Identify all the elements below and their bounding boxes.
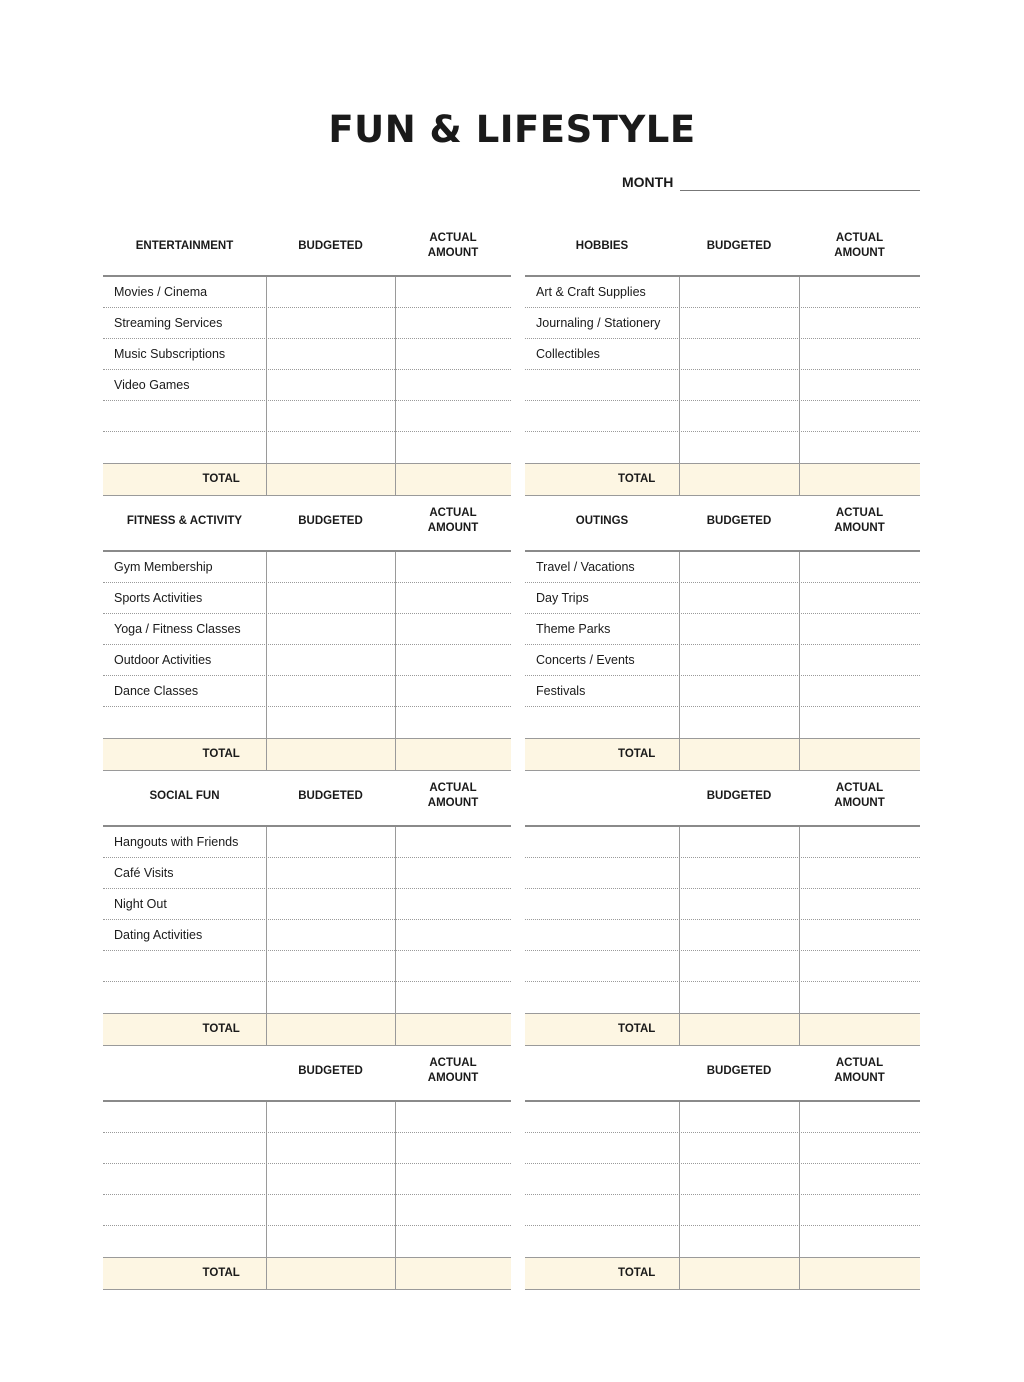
budget-table [103, 217, 511, 496]
row-label: Sports Activities [114, 591, 203, 605]
actual-heading-line1: ACTUAL [429, 507, 477, 519]
column-divider [799, 277, 800, 496]
table-row[interactable] [103, 827, 511, 858]
actual-heading-line1: ACTUAL [835, 507, 884, 519]
table-row[interactable] [103, 982, 511, 1013]
table-header [525, 1042, 920, 1102]
actual-amount-heading [799, 767, 920, 825]
table-row[interactable] [525, 707, 920, 738]
budget-table [103, 492, 511, 771]
table-row[interactable] [525, 401, 920, 432]
actual-amount-heading [799, 492, 920, 550]
budgeted-heading: BUDGETED [298, 514, 363, 527]
table-row[interactable] [103, 645, 511, 676]
row-label: Café Visits [114, 866, 174, 880]
actual-heading-line1: ACTUAL [429, 1057, 477, 1069]
actual-amount-heading [395, 767, 511, 825]
table-row[interactable] [525, 1164, 920, 1195]
table-row[interactable] [103, 707, 511, 738]
table-header [103, 492, 511, 552]
table-row[interactable] [103, 1133, 511, 1164]
row-label: Art & Craft Supplies [536, 285, 646, 299]
table-row[interactable] [103, 614, 511, 645]
budgeted-heading: BUDGETED [298, 789, 363, 802]
table-row[interactable] [525, 552, 920, 583]
total-label: TOTAL [618, 1023, 656, 1035]
total-row[interactable] [103, 1257, 511, 1290]
actual-heading-line2: AMOUNT [834, 247, 885, 259]
table-row[interactable] [525, 614, 920, 645]
table-row[interactable] [103, 676, 511, 707]
table-row[interactable] [525, 676, 920, 707]
actual-heading-line1: ACTUAL [835, 232, 884, 244]
category-heading: ENTERTAINMENT [135, 239, 234, 252]
page-title: FUN & LIFESTYLE [328, 108, 696, 151]
budget-table [525, 217, 920, 496]
row-label: Hangouts with Friends [114, 835, 239, 849]
table-row[interactable] [525, 920, 920, 951]
column-divider [395, 552, 396, 771]
actual-amount-heading [799, 1042, 920, 1100]
column-divider [266, 1102, 267, 1290]
column-divider [799, 1102, 800, 1290]
row-label: Dance Classes [114, 684, 199, 698]
table-row[interactable] [525, 432, 920, 463]
budget-table [103, 1042, 511, 1290]
column-divider [266, 827, 267, 1046]
row-label: Movies / Cinema [114, 285, 208, 299]
table-row[interactable] [103, 1195, 511, 1226]
row-label: Day Trips [536, 591, 589, 605]
total-label: TOTAL [202, 748, 240, 760]
table-row[interactable] [525, 645, 920, 676]
row-label: Gym Membership [114, 560, 213, 574]
total-label: TOTAL [618, 473, 656, 485]
table-row[interactable] [525, 1102, 920, 1133]
actual-amount-heading [395, 1042, 511, 1100]
table-row[interactable] [525, 858, 920, 889]
table-row[interactable] [525, 277, 920, 308]
actual-heading-line2: AMOUNT [834, 797, 885, 809]
budget-table [525, 492, 920, 771]
actual-heading-line2: AMOUNT [834, 1072, 885, 1084]
row-label: Outdoor Activities [114, 653, 212, 667]
row-label: Video Games [114, 378, 190, 392]
column-divider [799, 827, 800, 1046]
table-row[interactable] [525, 982, 920, 1013]
row-label: Concerts / Events [536, 653, 635, 667]
table-row[interactable] [103, 1226, 511, 1257]
actual-heading-line1: ACTUAL [429, 782, 477, 794]
budgeted-heading: BUDGETED [706, 514, 772, 527]
category-heading [525, 767, 679, 825]
budgeted-heading: BUDGETED [298, 239, 363, 252]
row-label: Theme Parks [536, 622, 611, 636]
total-label: TOTAL [202, 473, 240, 485]
table-row[interactable] [103, 889, 511, 920]
table-row[interactable] [525, 583, 920, 614]
actual-heading-line1: ACTUAL [835, 1057, 884, 1069]
table-header [525, 492, 920, 552]
table-row[interactable] [103, 858, 511, 889]
row-label: Streaming Services [114, 316, 223, 330]
row-label: Dating Activities [114, 928, 203, 942]
table-row[interactable] [103, 920, 511, 951]
table-header [103, 217, 511, 277]
column-divider [679, 1102, 680, 1290]
table-row[interactable] [525, 370, 920, 401]
actual-heading-line1: ACTUAL [835, 782, 884, 794]
actual-heading-line2: AMOUNT [427, 247, 479, 259]
table-row[interactable] [103, 401, 511, 432]
budgeted-heading: BUDGETED [706, 789, 772, 802]
table-row[interactable] [525, 1195, 920, 1226]
row-label: Travel / Vacations [536, 560, 635, 574]
budget-table [103, 767, 511, 1046]
row-label: Music Subscriptions [114, 347, 226, 361]
row-label: Festivals [536, 684, 586, 698]
category-heading: SOCIAL FUN [149, 789, 220, 802]
actual-heading-line2: AMOUNT [427, 797, 479, 809]
column-divider [395, 277, 396, 496]
column-divider [395, 1102, 396, 1290]
actual-heading-line1: ACTUAL [429, 232, 477, 244]
table-row[interactable] [525, 1226, 920, 1257]
table-row[interactable] [103, 308, 511, 339]
row-label: Night Out [114, 897, 167, 911]
table-row[interactable] [103, 951, 511, 982]
actual-heading-line2: AMOUNT [427, 1072, 479, 1084]
actual-amount-heading [395, 217, 511, 275]
budget-table [525, 767, 920, 1046]
row-label: Collectibles [536, 347, 600, 361]
table-row[interactable] [525, 827, 920, 858]
table-row[interactable] [525, 339, 920, 370]
table-row[interactable] [103, 552, 511, 583]
table-row[interactable] [103, 370, 511, 401]
column-divider [395, 827, 396, 1046]
table-header [525, 217, 920, 277]
category-heading: HOBBIES [575, 239, 629, 252]
category-heading: FITNESS & ACTIVITY [126, 514, 243, 527]
actual-heading-line2: AMOUNT [427, 522, 479, 534]
column-divider [799, 552, 800, 771]
table-row[interactable] [103, 432, 511, 463]
table-row[interactable] [103, 1102, 511, 1133]
budgeted-heading: BUDGETED [706, 239, 772, 252]
column-divider [266, 552, 267, 771]
total-label: TOTAL [202, 1267, 240, 1279]
actual-amount-heading [395, 492, 511, 550]
actual-heading-line2: AMOUNT [834, 522, 885, 534]
column-divider [266, 277, 267, 496]
total-label: TOTAL [618, 748, 656, 760]
month-input-line[interactable] [680, 190, 920, 191]
total-label: TOTAL [618, 1267, 656, 1279]
total-row[interactable] [525, 1257, 920, 1290]
category-heading: OUTINGS [575, 514, 629, 527]
row-label: Journaling / Stationery [536, 316, 661, 330]
table-row[interactable] [103, 583, 511, 614]
table-row[interactable] [103, 277, 511, 308]
table-header [525, 767, 920, 827]
table-row[interactable] [525, 889, 920, 920]
table-row[interactable] [103, 1164, 511, 1195]
budget-table [525, 1042, 920, 1290]
row-label: Yoga / Fitness Classes [114, 622, 241, 636]
total-label: TOTAL [202, 1023, 240, 1035]
table-header [103, 1042, 511, 1102]
column-divider [679, 552, 680, 771]
category-heading [525, 1042, 679, 1100]
table-row[interactable] [525, 308, 920, 339]
category-heading [103, 1042, 266, 1100]
actual-amount-heading [799, 217, 920, 275]
column-divider [679, 827, 680, 1046]
table-row[interactable] [103, 339, 511, 370]
table-row[interactable] [525, 1133, 920, 1164]
month-label: MONTH [622, 174, 674, 190]
table-header [103, 767, 511, 827]
budgeted-heading: BUDGETED [298, 1064, 363, 1077]
table-row[interactable] [525, 951, 920, 982]
column-divider [679, 277, 680, 496]
budgeted-heading: BUDGETED [706, 1064, 772, 1077]
